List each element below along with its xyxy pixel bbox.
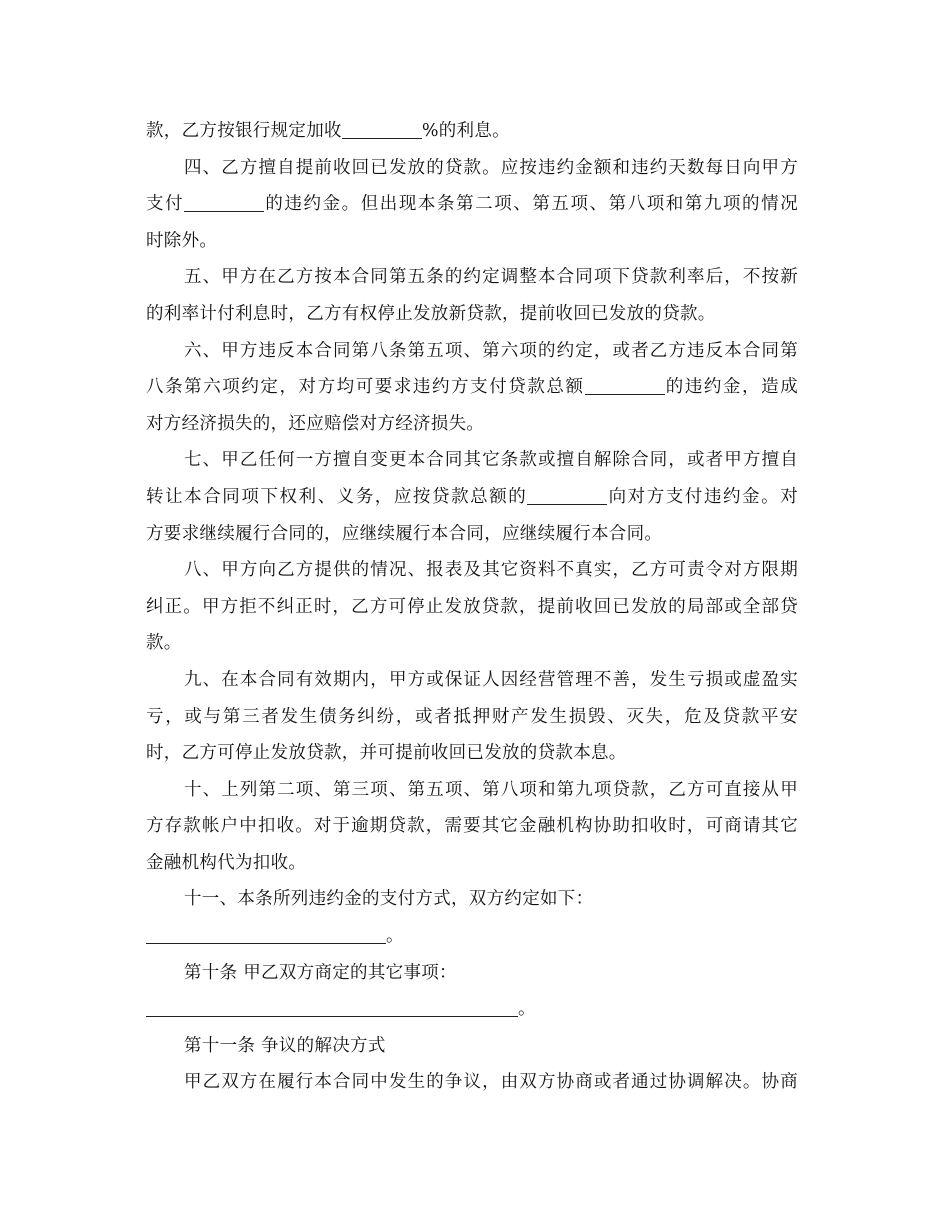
article-10-heading: 第十条 甲乙双方商定的其它事项： (184, 962, 457, 983)
fill-in-blank (527, 486, 607, 505)
fill-in-blank (342, 120, 422, 139)
paragraph-5-line-1: 五、甲方在乙方按本合同第五条的约定调整本合同项下贷款利率后，不按新 (184, 267, 798, 288)
text-fragment: 。 (386, 926, 404, 947)
text-fragment: 的违约金。但出现本条第二项、第五项、第八项和第九项的情况 (264, 194, 798, 215)
article-11-line-1: 甲乙双方在履行本合同中发生的争议，由双方协商或者通过协调解决。协商 (184, 1072, 798, 1093)
text-line (146, 113, 798, 150)
article-10-line-2 (146, 991, 798, 1028)
text-fragment: 向对方支付违约金。对 (607, 486, 798, 507)
paragraph-9-line-2: 亏，或与第三者发生债务纠纷，或者抵押财产发生损毁、灭失，危及贷款平安 (146, 706, 798, 727)
text-fragment: 款，乙方按银行规定加收 (146, 121, 342, 141)
paragraph-10-line-1: 十、上列第二项、第三项、第五项、第八项和第九项贷款，乙方可直接从甲 (184, 779, 798, 800)
article-11-heading: 第十一条 争议的解决方式 (184, 1035, 386, 1056)
paragraph-9-line-1: 九、在本合同有效期内，甲方或保证人因经营管理不善，发生亏损或虚盈实 (184, 669, 798, 690)
paragraph-8-line-3: 款。 (146, 633, 182, 654)
paragraph-9-line-3: 时，乙方可停止发放贷款，并可提前收回已发放的贷款本息。 (146, 743, 627, 764)
paragraph-6-line-3: 对方经济损失的，还应赔偿对方经济损失。 (146, 413, 485, 434)
paragraph-8-line-2: 纠正。甲方拒不纠正时，乙方可停止发放贷款，提前收回已发放的局部或全部贷 (146, 596, 798, 617)
text-fragment: 八条第六项约定，对方均可要求违约方支付贷款总额 (146, 377, 585, 398)
paragraph-7-line-3: 方要求继续履行合同的，应继续履行本合同，应继续履行本合同。 (146, 523, 663, 544)
paragraph-7-line-2 (146, 479, 798, 516)
text-fragment: 转让本合同项下权利、义务，应按贷款总额的 (146, 486, 528, 507)
paragraph-10-line-2: 方存款帐户中扣收。对于逾期贷款，需要其它金融机构协助扣收时，可商请其它 (146, 816, 798, 837)
paragraph-11-line-1: 十一、本条所列违约金的支付方式，双方约定如下： (184, 889, 594, 910)
paragraph-4-line-1: 四、乙方擅自提前收回已发放的贷款。应按违约金额和违约天数每日向甲方 (184, 157, 798, 178)
paragraph-4-line-3: 时除外。 (146, 230, 218, 251)
paragraph-11-line-2 (146, 918, 798, 955)
paragraph-5-line-2: 的利率计付利息时，乙方有权停止发放新贷款，提前收回已发放的贷款。 (146, 303, 716, 324)
paragraph-6-line-2 (146, 369, 798, 406)
paragraph-10-line-3: 金融机构代为扣收。 (146, 852, 307, 873)
paragraph-7-line-1: 七、甲乙任何一方擅自变更本合同其它条款或擅自解除合同，或者甲方擅自 (184, 450, 798, 471)
document-page (146, 113, 798, 1101)
paragraph-4-line-2 (146, 186, 798, 223)
text-fragment: %的利息。 (421, 121, 510, 141)
text-fragment: 支付 (146, 194, 185, 215)
fill-in-blank (146, 925, 386, 944)
fill-in-blank (146, 998, 518, 1017)
text-fragment: 的违约金，造成 (664, 377, 798, 398)
text-fragment: 。 (518, 999, 536, 1020)
fill-in-blank (184, 193, 264, 212)
fill-in-blank (585, 376, 665, 395)
paragraph-6-line-1: 六、甲方违反本合同第八条第五项、第六项的约定，或者乙方违反本合同第 (184, 340, 798, 361)
paragraph-8-line-1: 八、甲方向乙方提供的情况、报表及其它资料不真实，乙方可责令对方限期 (184, 560, 798, 581)
